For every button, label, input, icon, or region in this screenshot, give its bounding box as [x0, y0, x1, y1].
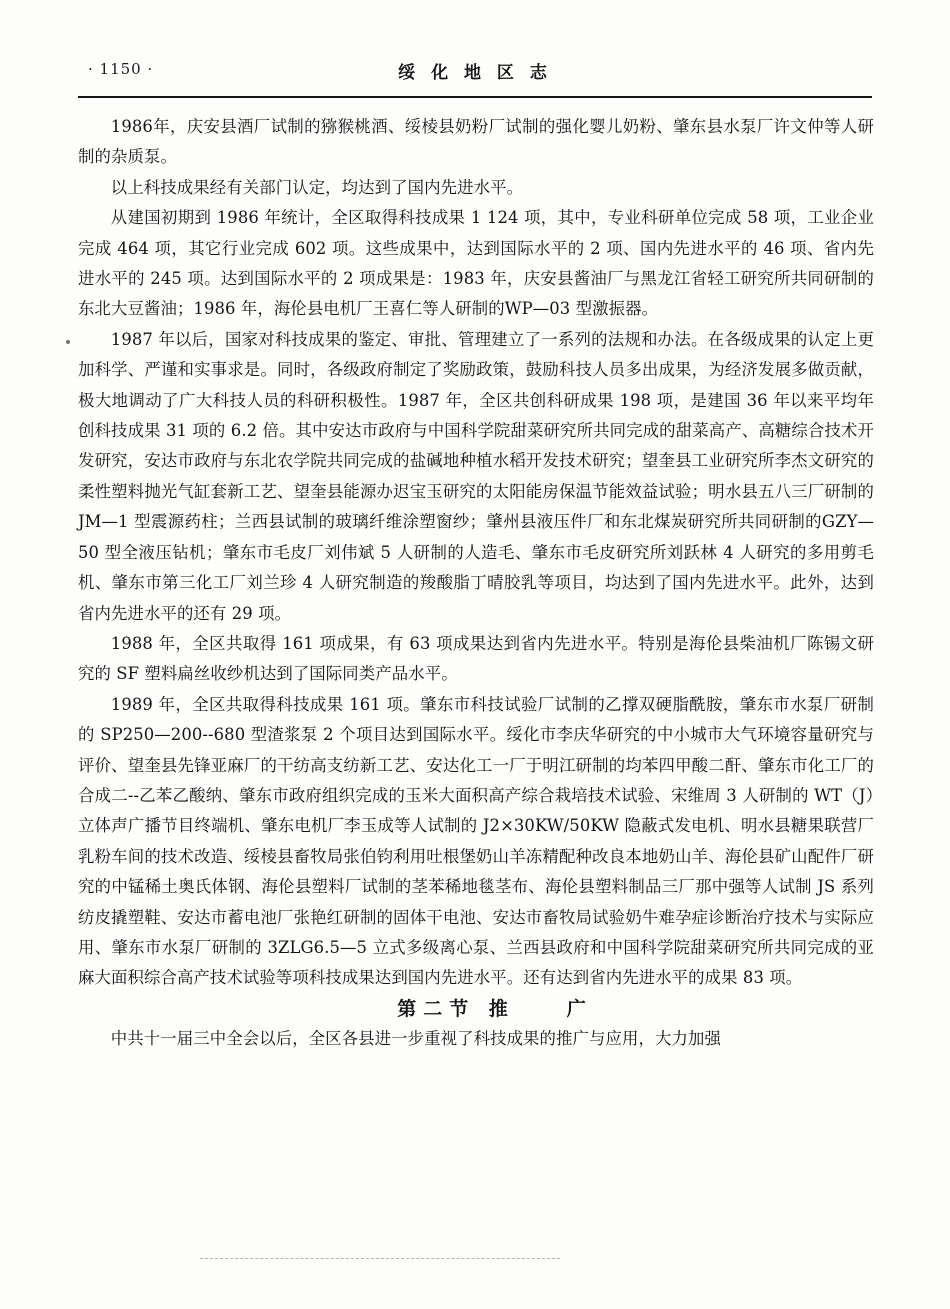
book-title: 绥 化 地 区 志 [398, 63, 552, 83]
page-body [78, 112, 874, 1055]
paragraph: 以上科技成果经有关部门认定，均达到了国内先进水平。 [110, 177, 524, 197]
section-heading: 第二节 推 广 [397, 997, 593, 1020]
paragraph: 从建国初期到 1986 年统计，全区取得科技成果 1 124 项，其中，专业科研单位完成 58 项，工业企业完成 464 项，其它行业完成 602 项。这些成果中，达到国际水平的 2 项、国内先进水平的 46 项、省内先进水平的 245 项。达到国际水平的 2 项成果是：1983 年，庆安县酱油厂与黑龙江省轻工研究所共同研制的东北大豆酱油；1986 年，海伦县电机厂王喜仁等人研制的WP—03 型激振器。 [78, 208, 874, 319]
footer-rule [200, 1258, 560, 1260]
paragraph: 1988 年，全区共取得 161 项成果，有 63 项成果达到省内先进水平。特别是海伦县柴油机厂陈锡文研究的 SF 塑料扁丝收纱机达到了国际同类产品水平。 [78, 633, 874, 684]
paragraph: 1989 年，全区共取得科技成果 161 项。肇东市科技试验厂试制的乙撑双硬脂酰胺，肇东市水泵厂研制的 SP250—200--680 型渣浆泵 2 个项目达到国际水平。绥化市李庆华研究的中小城市大气环境容量研究与评价、望奎县先锋亚麻厂的干纺高支纺新工艺、安达化工一厂于明江研制的均苯四甲酸二酐、肇东市化工厂的合成二--乙苯乙酸纳、肇东市政府组织完成的玉米大面积高产综合栽培技术试验、宋维周 3 人研制的 WT（J）立体声广播节目终端机、肇东电机厂李玉成等人试制的 J2×30KW/50KW 隐蔽式发电机、明水县糖果联营厂乳粉车间的技术改造、绥棱县畜牧局张伯钧利用吐根堡奶山羊冻精配种改良本地奶山羊、海伦县矿山配件厂研究的中锰稀土奥氏体钢、海伦县塑料厂试制的茎苯稀地毯茎布、海伦县塑料制品三厂那中强等人试制 JS 系列纺皮撬塑鞋、安达市蓄电池厂张艳红研制的固体干电池、安达市畜牧局试验奶牛难孕症诊断治疗技术与实际应用、肇东市水泵厂研制的 3ZLG6.5—5 立式多级离心泵、兰西县政府和中国科学院甜菜研究所共同完成的亚麻大面积综合高产技术试验等项科技成果达到国内先进水平。还有达到省内先进水平的成果 83 项。 [78, 694, 874, 988]
paragraph: 中共十一届三中全会以后，全区各县进一步重视了科技成果的推广与应用，大力加强 [110, 1029, 721, 1049]
page-number: · 1150 · [88, 60, 154, 78]
paragraph: 1986年，庆安县酒厂试制的猕猴桃酒、绥棱县奶粉厂试制的强化婴儿奶粉、肇东县水泵厂许文仲等人研制的杂质泵。 [78, 117, 874, 167]
margin-speck [66, 340, 70, 344]
header-rule [78, 96, 872, 98]
paragraph: 1987 年以后，国家对科技成果的鉴定、审批、管理建立了一系列的法规和办法。在各级成果的认定上更加科学、严谨和实事求是。同时，各级政府制定了奖励政策，鼓励科技人员多出成果，为经济发展多做贡献，极大地调动了广大科技人员的科研积极性。1987 年，全区共创科研成果 198 项，是建国 36 年以来平均年创科技成果 31 项的 6.2 倍。其中安达市政府与中国科学院甜菜研究所共同完成的甜菜高产、高糖综合技术开发研究，安达市政府与东北农学院共同完成的盐碱地种植水稻开发技术研究；望奎县工业研究所李杰文研究的柔性塑料抛光气缸套新工艺、望奎县能源办迟宝玉研究的太阳能房保温节能效益试验；明水县五八三厂研制的 JM—1 型震源药柱；兰西县试制的玻璃纤维涂塑窗纱；肇州县液压件厂和东北煤炭研究所共同研制的GZY—50 型全液压钻机；肇东市毛皮厂刘伟斌 5 人研制的人造毛、肇东市毛皮研究所刘跃林 4 人研究的多用剪毛机、肇东市第三化工厂刘兰珍 4 人研究制造的羧酸脂丁晴胶乳等项目，均达到了国内先进水平。此外，达到省内先进水平的还有 29 项。 [78, 329, 874, 623]
page-header [78, 58, 872, 88]
